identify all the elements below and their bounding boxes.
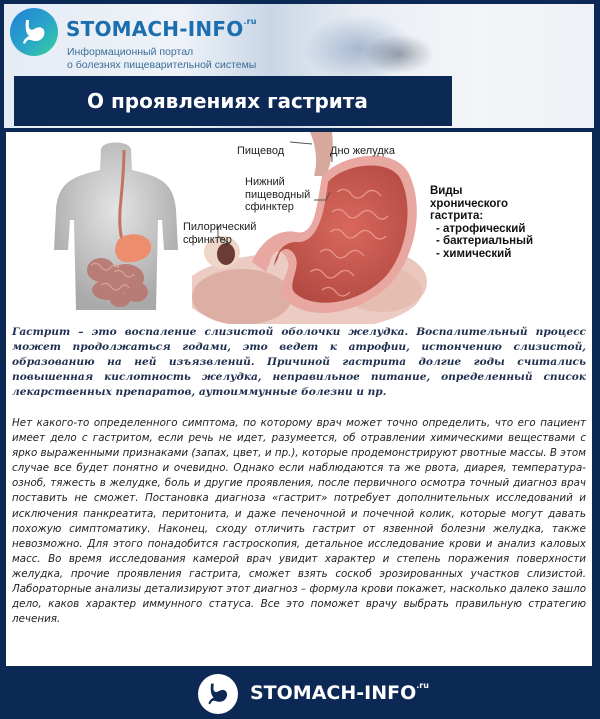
- content-area: [6, 132, 592, 666]
- site-tagline: о болезнях пищеварительной системы: [67, 59, 257, 71]
- gastritis-type-item: - атрофический: [436, 222, 526, 235]
- label-lower-esophageal-sphincter: Нижний пищеводный сфинктер: [245, 176, 311, 213]
- gastritis-type-item: - химический: [436, 247, 512, 260]
- site-logo-name: STOMACH-$INFO^{.ru}$: [66, 17, 257, 41]
- anatomy-illustration: [6, 132, 592, 324]
- stomach-icon: [198, 674, 238, 714]
- header-background-blur: [364, 34, 434, 74]
- label-stomach-fundus: Дно желудка: [330, 145, 395, 157]
- page-title: О проявлениях гастрита: [87, 89, 368, 113]
- stomach-icon: [10, 8, 58, 56]
- site-tagline: Информационный портал: [67, 46, 194, 58]
- gastritis-types-list: Виды хронического гастрита: - атрофический - бактериальный - химический: [430, 185, 534, 260]
- label-esophagus: Пищевод: [237, 145, 285, 157]
- page-title-box: [14, 76, 452, 126]
- footer-banner: [0, 666, 600, 719]
- lead-paragraph: Гастрит – это воспаление слизистой оболочки желудка. Воспалительный процесс может продолжаться годами, это ведет к атрофии, истончению слизистой, образованию на ней изъязвлений. Причиной гастрита долгие годы считались повышенная кислотность желудка, неправильное питание, определенный список лекарственных препаратов, аутоиммунные болезни и пр.: [12, 326, 586, 398]
- footer-logo-name: STOMACH-$INFO^{.ru}$: [250, 680, 429, 704]
- gastritis-type-item: - бактериальный: [436, 235, 534, 247]
- torso-illustration: [46, 140, 186, 320]
- header-banner: [4, 4, 594, 128]
- body-paragraph: Нет какого-то определенного симптома, по которому врач может точно определить, что его пациент имеет дело с гастритом, если речь не идет, разумеется, об отравлении химическими веществами с ярко выраженными признаками (запах, цвет, и пр.), которые продемонстрируют рвотные массы. В этом случае все будет понятно и очевидно. Однако если наблюдаются та же рвота, диарея, температура-озноб, тяжесть в желудке, боль и другие проявления, после первичного осмотра точный диагноз врач поставить не сможет. Постановка диагноза «гастрит» потребует дополнительных исследований и исключения панкреатита, перитонита, и даже печеночной и почечной колик, которые могут давать похожую симптоматику. Наконец, сходу отличить гастрит от язвенной болезни желудка, также невозможно. Для этого понадобится гастроскопия, детальное исследование крови и анализ каловых масс. Во время исследования камерой врач увидит характер и степень поражения поверхности желудка, прочие проявления гастрита, сможет взять соскоб эрозированных участков слизистой. Лабораторные анализы детализируют этот диагноз – формула крови покажет, насколько далеко зашло дело, каков характер иммунного статуса. Все это поможет врачу выбрать правильную стратегию лечения.: [12, 417, 586, 626]
- label-pyloric-sphincter: Пилорический сфинктер: [183, 221, 257, 246]
